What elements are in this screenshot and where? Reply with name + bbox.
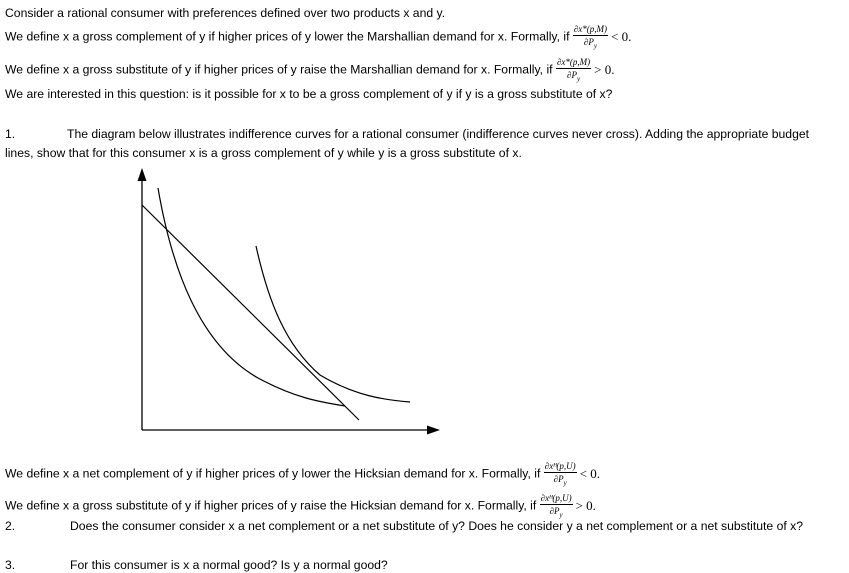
formula-denominator: $\partial P_y$: [553, 474, 567, 487]
hicksian-substitute-formula: [540, 493, 573, 520]
formula-numerator: ∂x*(p,M): [573, 24, 608, 34]
hicksian-substitute-definition: [5, 493, 596, 520]
y-axis-arrow: [138, 168, 147, 181]
question-3-text: For this consumer is x a normal good? Is y a normal good?: [70, 558, 388, 572]
hicksian-substitute-text: We define x a gross substitute of y if higher prices of y raise the Hicksian demand for x. Formally, if: [5, 498, 537, 513]
net-complement-text: We define x a net complement of y if higher prices of y lower the Hicksian demand for x. Formally, if: [5, 466, 541, 481]
formula-relation: > 0.: [575, 497, 596, 513]
x-axis-arrow: [427, 426, 440, 435]
formula-denominator: $\partial P_y$: [583, 37, 597, 50]
budget-line: [142, 205, 359, 420]
gross-substitute-text: We define x a gross substitute of y if higher prices of y raise the Marshallian demand for x. Formally, if: [5, 62, 553, 77]
formula-denominator: $\partial P_y$: [549, 506, 563, 519]
gross-complement-text: We define x a gross complement of y if higher prices of y lower the Marshallian demand for x. Formally, if: [5, 29, 570, 44]
question-1-text-line2: lines, show that for this consumer x is a gross complement of y while y is a gross substitute of x.: [5, 146, 522, 160]
net-complement-definition: [5, 461, 600, 488]
formula-numerator: ∂xᴴ(p,U): [544, 461, 576, 471]
formula-relation: < 0.: [611, 28, 632, 44]
net-complement-formula: [544, 461, 577, 488]
question-1-text-line1: The diagram below illustrates indifference curves for a rational consumer (indifference curves never cross). Adding the appropriate budget: [67, 127, 810, 141]
indifference-curve-1: [158, 188, 345, 406]
question-2-number: 2.: [5, 519, 16, 533]
question-1-number: 1.: [5, 127, 16, 141]
formula-relation: > 0.: [594, 61, 615, 77]
question-2-text: Does the consumer consider x a net complement or a net substitute of y? Does he consider y a net complement or a net substitute of x?: [70, 519, 803, 533]
indifference-curve-2: [256, 246, 410, 402]
formula-relation: < 0.: [579, 465, 600, 481]
intro-line: Consider a rational consumer with preferences defined over two products x and y.: [5, 6, 446, 20]
formula-numerator: ∂x*(p,M): [556, 57, 591, 67]
formula-numerator: ∂xᴴ(p,U): [540, 493, 572, 503]
question-3-number: 3.: [5, 558, 16, 572]
question-line: We are interested in this question: is it possible for x to be a gross complement of y if y is a gross substitute of x?: [5, 87, 613, 101]
formula-denominator: $\partial P_y$: [567, 70, 581, 83]
